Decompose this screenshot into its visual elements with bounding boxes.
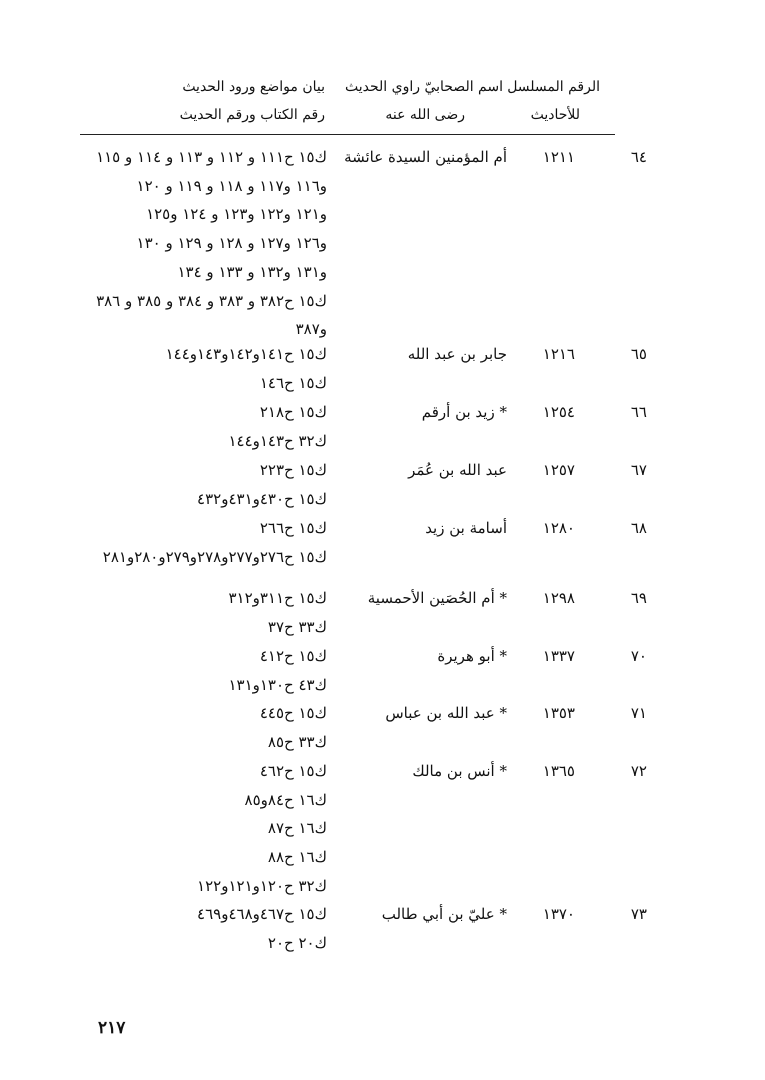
row-companion-name: * زيد بن أرقم <box>421 403 507 421</box>
row-reference-line: ك١٥ ح٢٢٣ <box>259 461 327 479</box>
row-reference-line: ك١٥ ح٢٦٦ <box>259 519 327 537</box>
row-reference-line: و٣٨٧ <box>295 320 327 339</box>
row-serial: ١٢٥٤ <box>542 403 575 421</box>
row-reference-line: ك٢٠ ح٢٠ <box>267 933 327 952</box>
row-number: ٦٤ <box>630 148 647 166</box>
row-number: ٧٣ <box>630 905 647 923</box>
row-companion-name: * أنس بن مالك <box>412 762 507 780</box>
row-reference-line: ك١٥ ح٣١١و٣١٢ <box>228 589 327 607</box>
row-serial: ١٣٣٧ <box>542 647 575 665</box>
row-number: ٧٠ <box>630 647 647 665</box>
row-reference-line: ك١٥ ح٢٧٦و٢٧٧و٢٧٨و٢٧٩و٢٨٠و٢٨١ <box>102 547 327 566</box>
row-serial: ١٢٨٠ <box>542 519 575 537</box>
row-companion-name: * عليّ بن أبي طالب <box>381 905 507 923</box>
header-companion-line1: اسم الصحابيّ راوي الحديث <box>344 79 503 95</box>
row-reference-line: ك١٥ ح٢١٨ <box>259 403 327 421</box>
row-reference-line: ك٣٣ ح٨٥ <box>267 732 327 751</box>
row-reference-line: ك١٦ ح٨٤و٨٥ <box>244 790 327 809</box>
row-reference-line: ك٣٢ ح١٤٣و١٤٤ <box>228 431 327 450</box>
row-reference-line: ك١٥ ح٤٦٢ <box>259 762 327 780</box>
row-serial: ١٢٥٧ <box>542 461 575 479</box>
row-number: ٧٢ <box>630 762 647 780</box>
row-companion-name: * أم الحُصَين الأحمسية <box>367 589 507 607</box>
row-serial: ١٣٦٥ <box>542 762 575 780</box>
row-companion-name: عبد الله بن عُمَر <box>408 461 507 479</box>
row-reference-line: ك١٦ ح٨٨ <box>267 848 327 867</box>
header-refs-line2: رقم الكتاب ورقم الحديث <box>179 107 325 123</box>
row-reference-line: و١١٦ و١١٧ و ١١٨ و ١١٩ و ١٢٠ <box>136 176 327 195</box>
row-serial: ١٢٩٨ <box>542 589 575 607</box>
row-companion-name: أسامة بن زيد <box>425 519 507 537</box>
row-reference-line: ك١٥ ح١٤١و١٤٢و١٤٣و١٤٤ <box>165 345 327 363</box>
row-reference-line: ك١٦ ح٨٧ <box>267 819 327 838</box>
header-serial-line1: الرقم المسلسل <box>507 79 600 95</box>
row-number: ٦٥ <box>630 345 647 363</box>
row-reference-line: ك١٥ ح٤٣٠و٤٣١و٤٣٢ <box>197 489 327 508</box>
row-number: ٦٧ <box>630 461 647 479</box>
header-companion-line2: رضى الله عنه <box>385 107 465 123</box>
row-reference-line: ك١٥ ح٤٤٥ <box>259 704 327 722</box>
row-companion-name: جابر بن عبد الله <box>407 345 507 363</box>
page-number: ٢١٧ <box>98 1018 126 1038</box>
row-reference-line: ك١٥ ح٣٨٢ و ٣٨٣ و ٣٨٤ و ٣٨٥ و ٣٨٦ <box>96 291 327 310</box>
row-reference-line: ك٣٣ ح٣٧ <box>267 617 327 636</box>
row-number: ٦٦ <box>630 403 647 421</box>
row-reference-line: و١٢٦ و١٢٧ و ١٢٨ و ١٢٩ و ١٣٠ <box>136 234 327 253</box>
row-number: ٧١ <box>630 704 647 722</box>
header-refs-line1: بيان مواضع ورود الحديث <box>182 79 325 95</box>
header-serial-line2: للأحاديث <box>530 107 580 123</box>
row-companion-name: أم المؤمنين السيدة عائشة <box>344 148 507 166</box>
row-companion-name: * عبد الله بن عباس <box>385 704 507 722</box>
row-serial: ١٢١٦ <box>542 345 575 363</box>
row-serial: ١٢١١ <box>542 148 575 166</box>
row-reference-line: و١٢١ و١٢٢ و١٢٣ و ١٢٤ و١٢٥ <box>146 205 327 224</box>
row-reference-line: ك١٥ ح١١١ و ١١٢ و ١١٣ و ١١٤ و ١١٥ <box>96 148 327 166</box>
row-number: ٦٩ <box>630 589 647 607</box>
row-companion-name: * أبو هريرة <box>437 647 507 665</box>
header-rule <box>80 134 615 135</box>
row-reference-line: ك٤٣ ح١٣٠و١٣١ <box>228 675 327 694</box>
row-serial: ١٣٥٣ <box>542 704 575 722</box>
row-reference-line: ك١٥ ح١٤٦ <box>259 373 327 392</box>
row-serial: ١٣٧٠ <box>542 905 575 923</box>
row-reference-line: ك٣٢ ح١٢٠و١٢١و١٢٢ <box>197 876 327 895</box>
row-reference-line: ك١٥ ح٤١٢ <box>259 647 327 665</box>
row-reference-line: و١٣١ و١٣٢ و ١٣٣ و ١٣٤ <box>177 262 327 281</box>
row-reference-line: ك١٥ ح٤٦٧و٤٦٨و٤٦٩ <box>197 905 327 923</box>
row-number: ٦٨ <box>630 519 647 537</box>
